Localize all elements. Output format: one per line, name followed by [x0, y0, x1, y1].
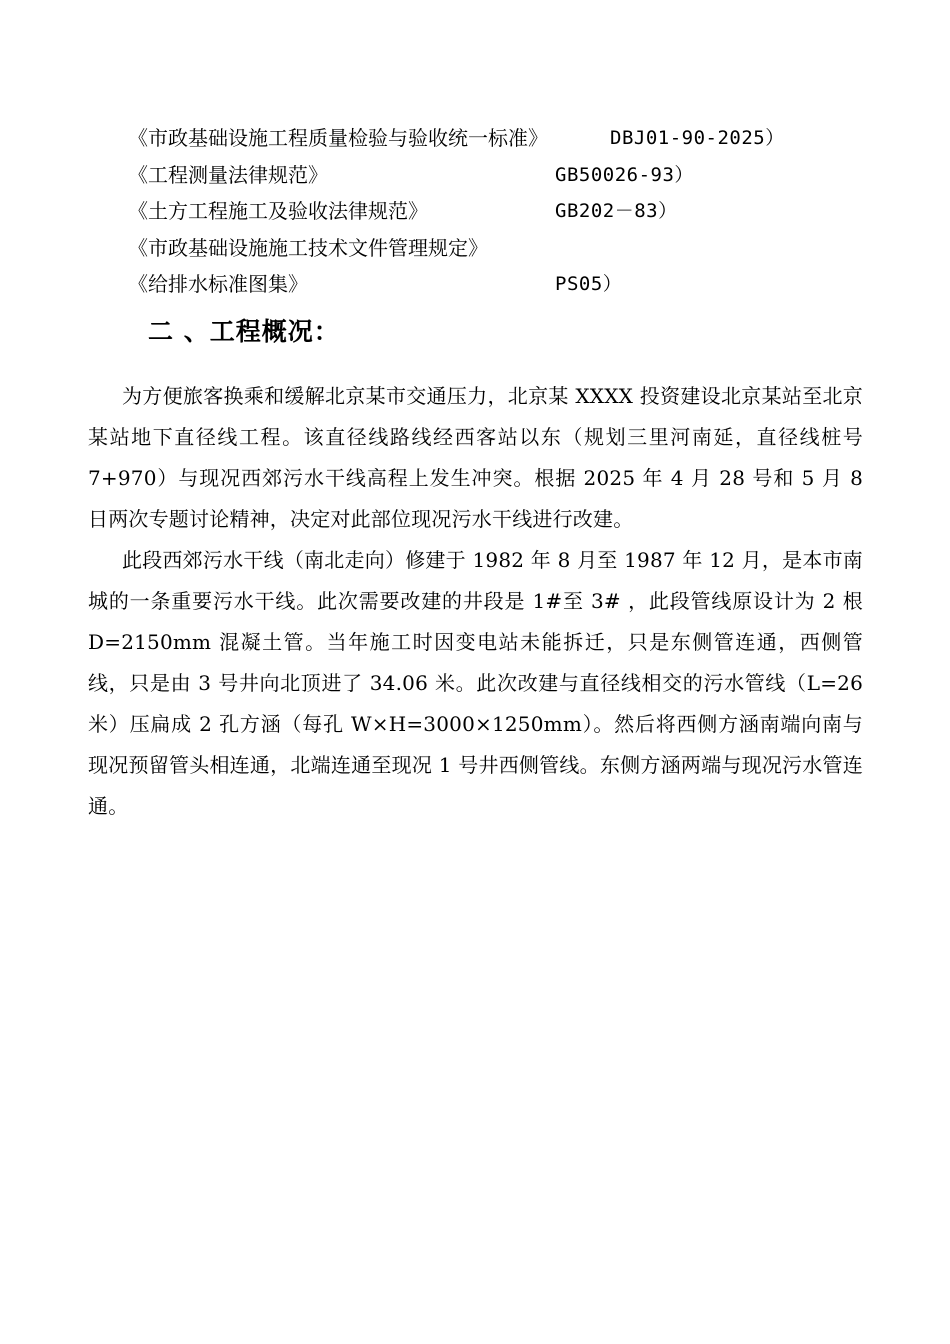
paragraph: 为方便旅客换乘和缓解北京某市交通压力，北京某 XXXX 投资建设北京某站至北京某站地下直径线工程。该直径线路线经西客站以东（规划三里河南延，直径线桩号 7+970）与现况西郊污水干线高程上发生冲突。根据 2025 年 4 月 28 号和 5 月 8 日两次专题讨论精神，决定对此部位现况污水干线进行改建。	[88, 384, 863, 531]
reference-title: 《土方工程施工及验收法律规范》	[128, 199, 428, 223]
reference-title: 《给排水标准图集》	[128, 272, 308, 296]
reference-code: PS05）	[555, 273, 623, 295]
reference-code: DBJ01-90-2025）	[610, 127, 785, 149]
reference-item	[128, 266, 848, 303]
reference-title: 《市政基础设施施工技术文件管理规定》	[128, 235, 488, 260]
reference-title: 《市政基础设施工程质量检验与验收统一标准》	[128, 126, 548, 150]
section-heading: 二 、工程概况：	[148, 317, 340, 346]
paragraph: 此段西郊污水干线（南北走向）修建于 1982 年 8 月至 1987 年 12 月，是本市南城的一条重要污水干线。此次需要改建的井段是 1#至 3# ，此段管线原设计为 2 根 D=2150mm 混凝土管。当年施工时因变电站未能拆迁，只是东侧管连通，西侧管线，只是由 3 号井向北顶进了 34.06 米。此次改建与直径线相交的污水管线（L=26 米）压扁成 2 孔方涵（每孔 W×H=3000×1250mm）。然后将西侧方涵南端向南与现况预留管头相连通，北端连通至现况 1 号井西侧管线。东侧方涵两端与现况污水管连通。	[88, 548, 863, 818]
reference-item	[128, 230, 848, 267]
reference-item	[128, 157, 848, 194]
reference-code: GB202－83）	[555, 200, 678, 222]
reference-item	[128, 120, 848, 157]
reference-title: 《工程测量法律规范》	[128, 162, 328, 187]
body-text	[88, 376, 863, 827]
reference-code: GB50026-93）	[555, 163, 694, 186]
reference-item	[128, 193, 848, 230]
reference-list	[128, 120, 848, 303]
